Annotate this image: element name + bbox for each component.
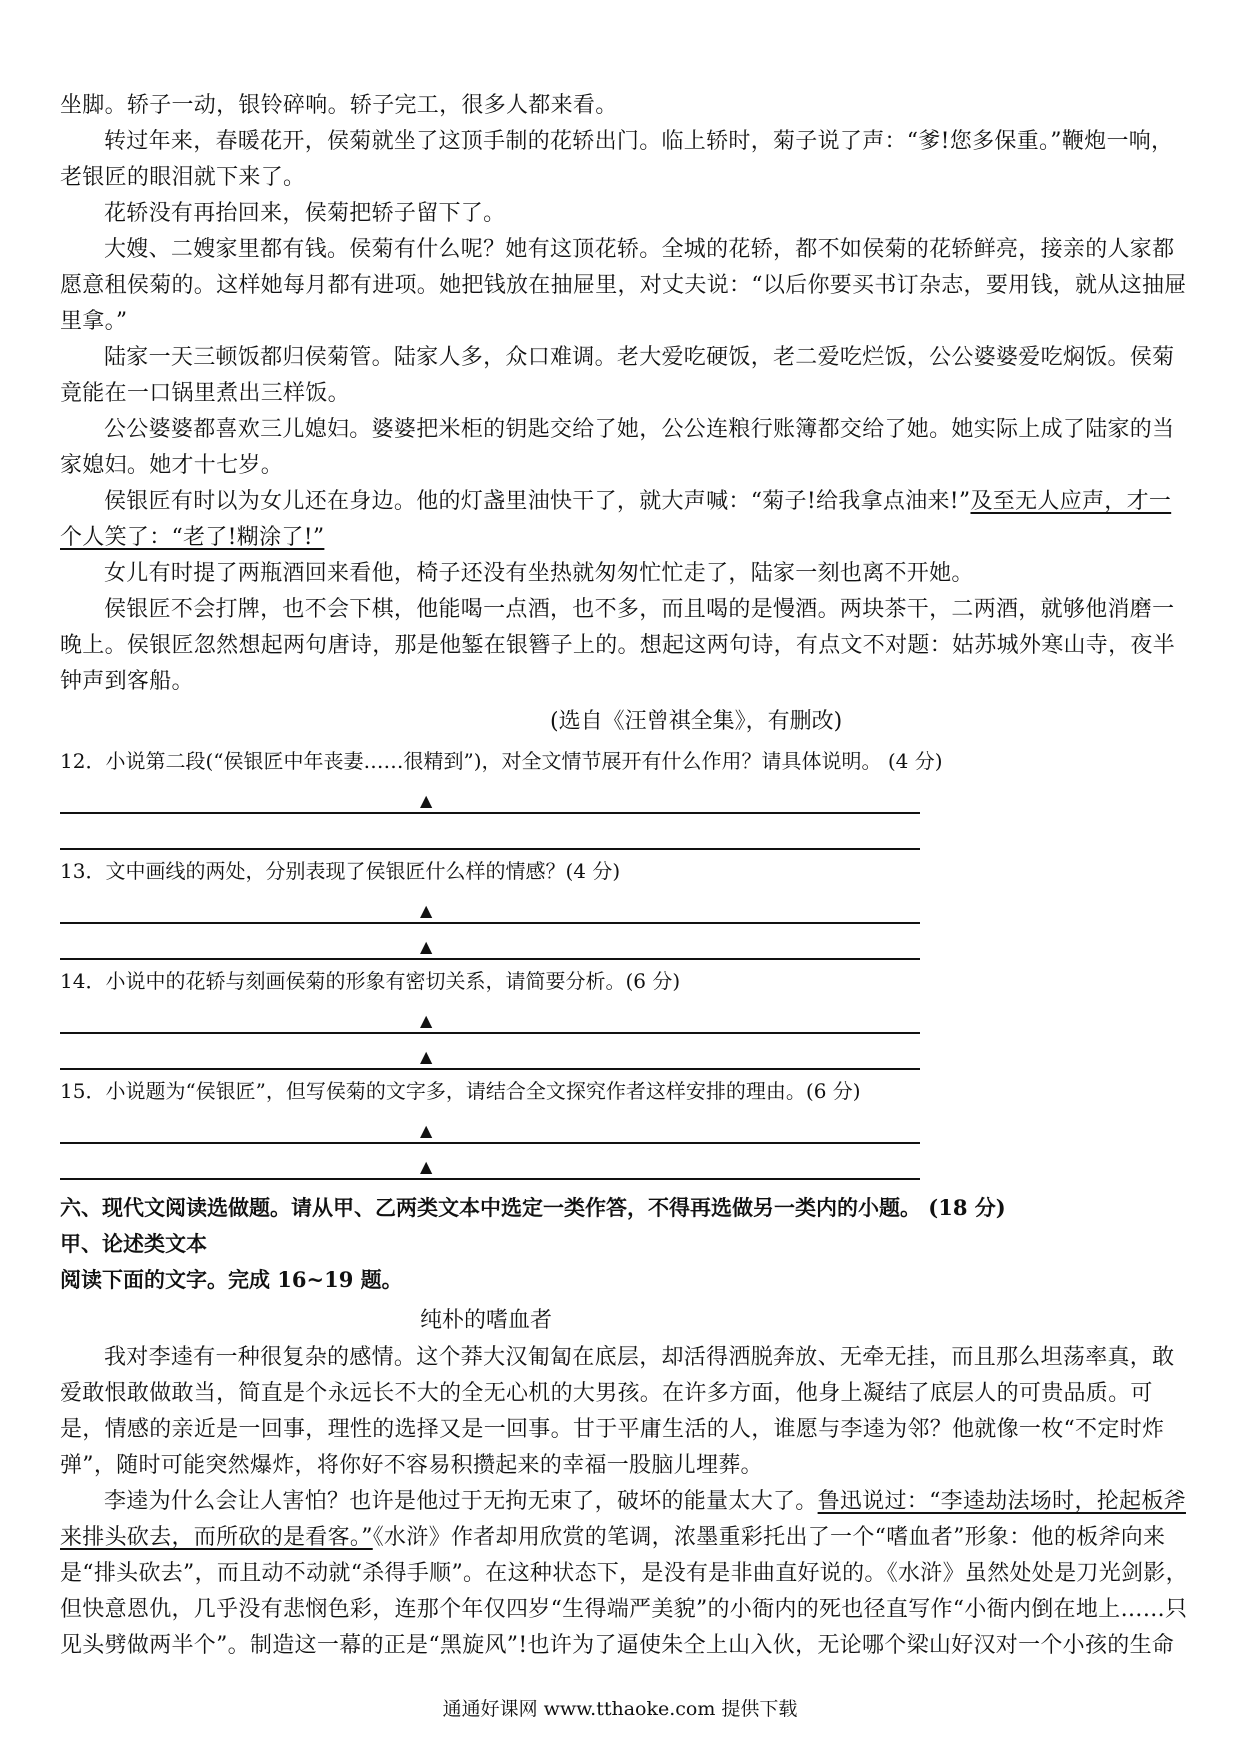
answer-line[interactable] <box>60 924 920 960</box>
story-paragraph: 转过年来，春暖花开，侯菊就坐了这顶手制的花轿出门。临上轿时，菊子说了声：“爹!您多保重。”鞭炮一响，老银匠的眼泪就下来了。 <box>60 129 1174 190</box>
page-footer: 通通好课网 www.tthaoke.com 提供下载 <box>442 1698 798 1720</box>
answer-line[interactable] <box>60 1108 920 1144</box>
answer-marker-icon: ▲ <box>420 1047 433 1066</box>
answer-line[interactable] <box>60 998 920 1034</box>
source-citation: (选自《汪曾祺全集》，有删改) <box>550 709 843 734</box>
reading-instruction: 阅读下面的文字。完成 16~19 题。 <box>60 1267 403 1292</box>
question-block <box>60 744 1190 1180</box>
story-paragraph: 公公婆婆都喜欢三儿媳妇。婆婆把米柜的钥匙交给了她，公公连粮行账簿都交给了她。她实际上成了陆家的当家媳妇。她才十七岁。 <box>60 417 1175 478</box>
answer-line[interactable] <box>60 1144 920 1180</box>
answer-marker-icon: ▲ <box>420 901 433 920</box>
story-paragraph: 坐脚。轿子一动，银铃碎响。轿子完工，很多人都来看。 <box>60 93 618 118</box>
question-12: 12．小说第二段(“侯银匠中年丧妻……很精到”)，对全文情节展开有什么作用？请具体说明。 (4 分) <box>60 749 943 773</box>
story-paragraph-underlined <box>60 484 1190 556</box>
answer-marker-icon: ▲ <box>420 1011 433 1030</box>
answer-line[interactable] <box>60 1034 920 1070</box>
story-paragraph: 花轿没有再抬回来，侯菊把轿子留下了。 <box>104 201 506 226</box>
paragraph-text: 《水浒》作者却用欣赏的笔调，浓墨重彩托出了一个“嗜血者”形象：他的板斧向来是“排头砍去”，而且动不动就“杀得手顺”。在这种状态下，是没有是非曲直好说的。《水浒》虽然处处是刀光剑影，但快意恩仇，几乎没有悲悯色彩，连那个年仅四岁“生得端严美貌”的小衙内的死也径直写作“小衙内倒在地上……只见头劈做两半个”。制造这一幕的正是“黑旋风”!也许为了逼使朱仝上山入伙，无论哪个梁山好汉对一个小孩的生命 <box>60 1525 1188 1658</box>
answer-marker-icon: ▲ <box>420 1157 433 1176</box>
question-15: 15．小说题为“侯银匠”，但写侯菊的文字多，请结合全文探究作者这样安排的理由。(6 分) <box>60 1079 861 1103</box>
answer-marker-icon: ▲ <box>420 937 433 956</box>
question-14: 14．小说中的花轿与刻画侯菊的形象有密切关系，请简要分析。(6 分) <box>60 969 681 993</box>
story-paragraph: 女儿有时提了两瓶酒回来看他，椅子还没有坐热就匆匆忙忙走了，陆家一刻也离不开她。 <box>104 561 974 586</box>
document-page <box>60 88 1190 1664</box>
story-excerpt <box>60 88 1190 740</box>
question-13: 13．文中画线的两处，分别表现了侯银匠什么样的情感？(4 分) <box>60 859 621 883</box>
answer-line[interactable] <box>60 888 920 924</box>
underlined-quote: 鲁迅说过：“李逵劫法场时，抡起板斧来排头砍去，而所砍的是看客。” <box>60 1489 1186 1550</box>
section-subheading: 甲、论述类文本 <box>60 1231 207 1256</box>
paragraph-text: 侯银匠有时以为女儿还在身边。他的灯盏里油快干了，就大声喊：“菊子!给我拿点油来!” <box>104 489 971 514</box>
article-title: 纯朴的嗜血者 <box>420 1308 553 1333</box>
answer-marker-icon: ▲ <box>420 791 433 810</box>
story-paragraph: 陆家一天三顿饭都归侯菊管。陆家人多，众口难调。老大爱吃硬饭，老二爱吃烂饭，公公婆婆爱吃焖饭。侯菊竟能在一口锅里煮出三样饭。 <box>60 345 1175 406</box>
answer-marker-icon: ▲ <box>420 1121 433 1140</box>
section-six <box>60 1190 1190 1664</box>
answer-line[interactable] <box>60 778 920 814</box>
story-paragraph: 侯银匠不会打牌，也不会下棋，他能喝一点酒，也不多，而且喝的是慢酒。两块茶干，二两酒，就够他消磨一晚上。侯银匠忽然想起两句唐诗，那是他錾在银簪子上的。想起这两句诗，有点文不对题：姑苏城外寒山寺，夜半钟声到客船。 <box>60 597 1176 694</box>
section-heading: 六、现代文阅读选做题。请从甲、乙两类文本中选定一类作答，不得再选做另一类内的小题。 (18 分) <box>60 1195 1006 1220</box>
underlined-passage: 及至无人应声，才一个人笑了：“老了!糊涂了!” <box>60 489 1172 550</box>
article-paragraph-underlined <box>60 1484 1190 1664</box>
answer-line[interactable] <box>60 814 920 850</box>
story-paragraph: 大嫂、二嫂家里都有钱。侯菊有什么呢？她有这顶花轿。全城的花轿，都不如侯菊的花轿鲜亮，接亲的人家都愿意租侯菊的。这样她每月都有进项。她把钱放在抽屉里，对丈夫说：“以后你要买书订杂志，要用钱，就从这抽屉里拿。” <box>60 237 1187 334</box>
article-paragraph: 我对李逵有一种很复杂的感情。这个莽大汉匍匐在底层，却活得洒脱奔放、无牵无挂，而且那么坦荡率真，敢爱敢恨敢做敢当，简直是个永远长不大的全无心机的大男孩。在许多方面，他身上凝结了底层人的可贵品质。可是，情感的亲近是一回事，理性的选择又是一回事。甘于平庸生活的人，谁愿与李逵为邻？他就像一枚“不定时炸弹”，随时可能突然爆炸，将你好不容易积攒起来的幸福一股脑儿埋葬。 <box>60 1345 1175 1478</box>
paragraph-text: 李逵为什么会让人害怕？也许是他过于无拘无束了，破坏的能量太大了。 <box>104 1489 818 1514</box>
